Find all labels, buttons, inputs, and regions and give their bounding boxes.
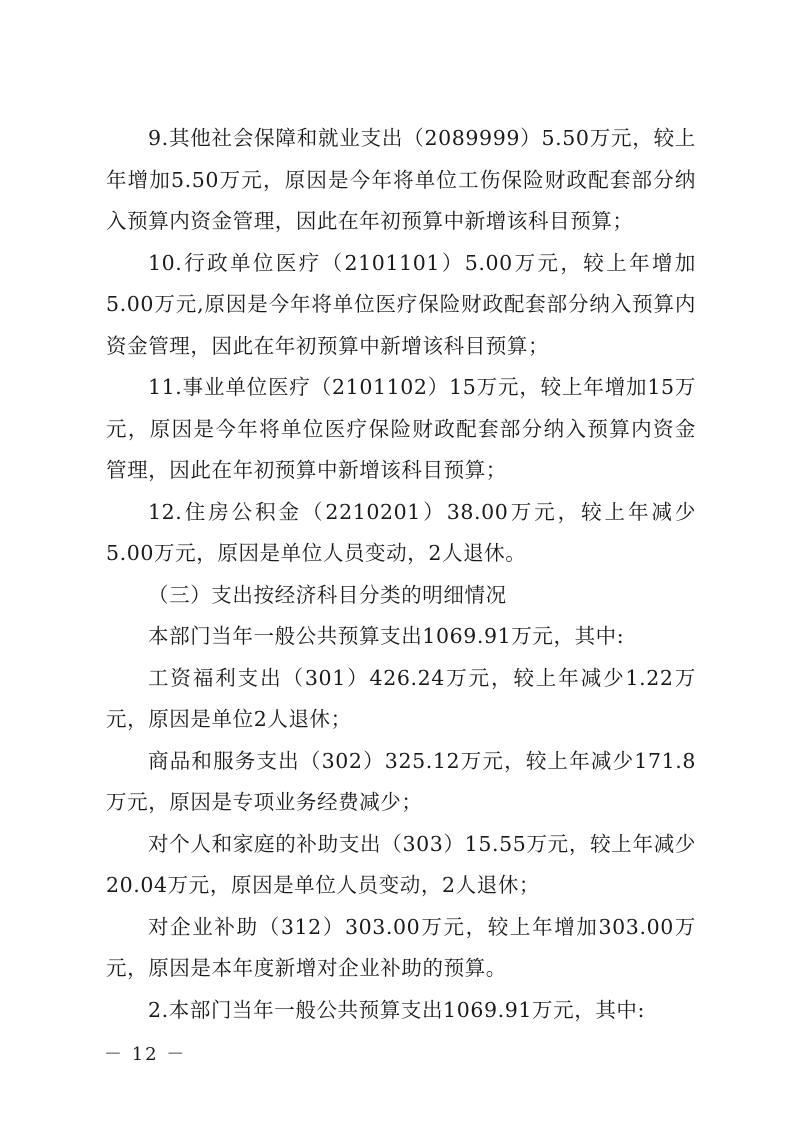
paragraph-total-expenditure: 本部门当年一般公共预算支出1069.91万元，其中: bbox=[148, 624, 625, 648]
paragraph-item-2-total-expenditure: 2.本部门当年一般公共预算支出1069.91万元，其中: bbox=[148, 997, 646, 1022]
section-heading-economic-classification: （三）支出按经济科目分类的明细情况 bbox=[148, 582, 507, 607]
paragraph-item-11-institution-medical: 11.事业单位医疗（2101102）15万元，较上年增加15万元，原因是今年将单位医疗保险财政配套部分纳入预算内资金管理，因此在年初预算中新增该科目预算； bbox=[106, 375, 696, 482]
paragraph-item-9-other-social-security: 9.其他社会保障和就业支出（2089999）5.50万元，较上年增加5.50万元，原因是今年将单位工伤保险财政配套部分纳入预算内资金管理，因此在年初预算中新增该科目预算； bbox=[106, 126, 696, 233]
page-number: － 12 － bbox=[104, 1044, 187, 1065]
document-body bbox=[106, 118, 696, 1031]
paragraph-item-10-admin-medical: 10.行政单位医疗（2101101）5.00万元，较上年增加5.00万元,原因是今年将单位医疗保险财政配套部分纳入预算内资金管理，因此在年初预算中新增该科目预算； bbox=[106, 250, 696, 358]
paragraph-personal-family-subsidy: 对个人和家庭的补助支出（303）15.55万元，较上年减少20.04万元，原因是单位人员变动，2人退休； bbox=[106, 831, 696, 897]
paragraph-wage-welfare: 工资福利支出（301）426.24万元，较上年减少1.22万元，原因是单位2人退休； bbox=[106, 665, 696, 731]
paragraph-item-12-housing-fund: 12.住房公积金（2210201）38.00万元，较上年减少5.00万元，原因是单位人员变动，2人退休。 bbox=[106, 499, 696, 565]
paragraph-enterprise-subsidy: 对企业补助（312）303.00万元，较上年增加303.00万元，原因是本年度新增对企业补助的预算。 bbox=[106, 914, 696, 980]
paragraph-goods-services: 商品和服务支出（302）325.12万元，较上年减少171.8万元，原因是专项业务经费减少； bbox=[106, 748, 696, 814]
